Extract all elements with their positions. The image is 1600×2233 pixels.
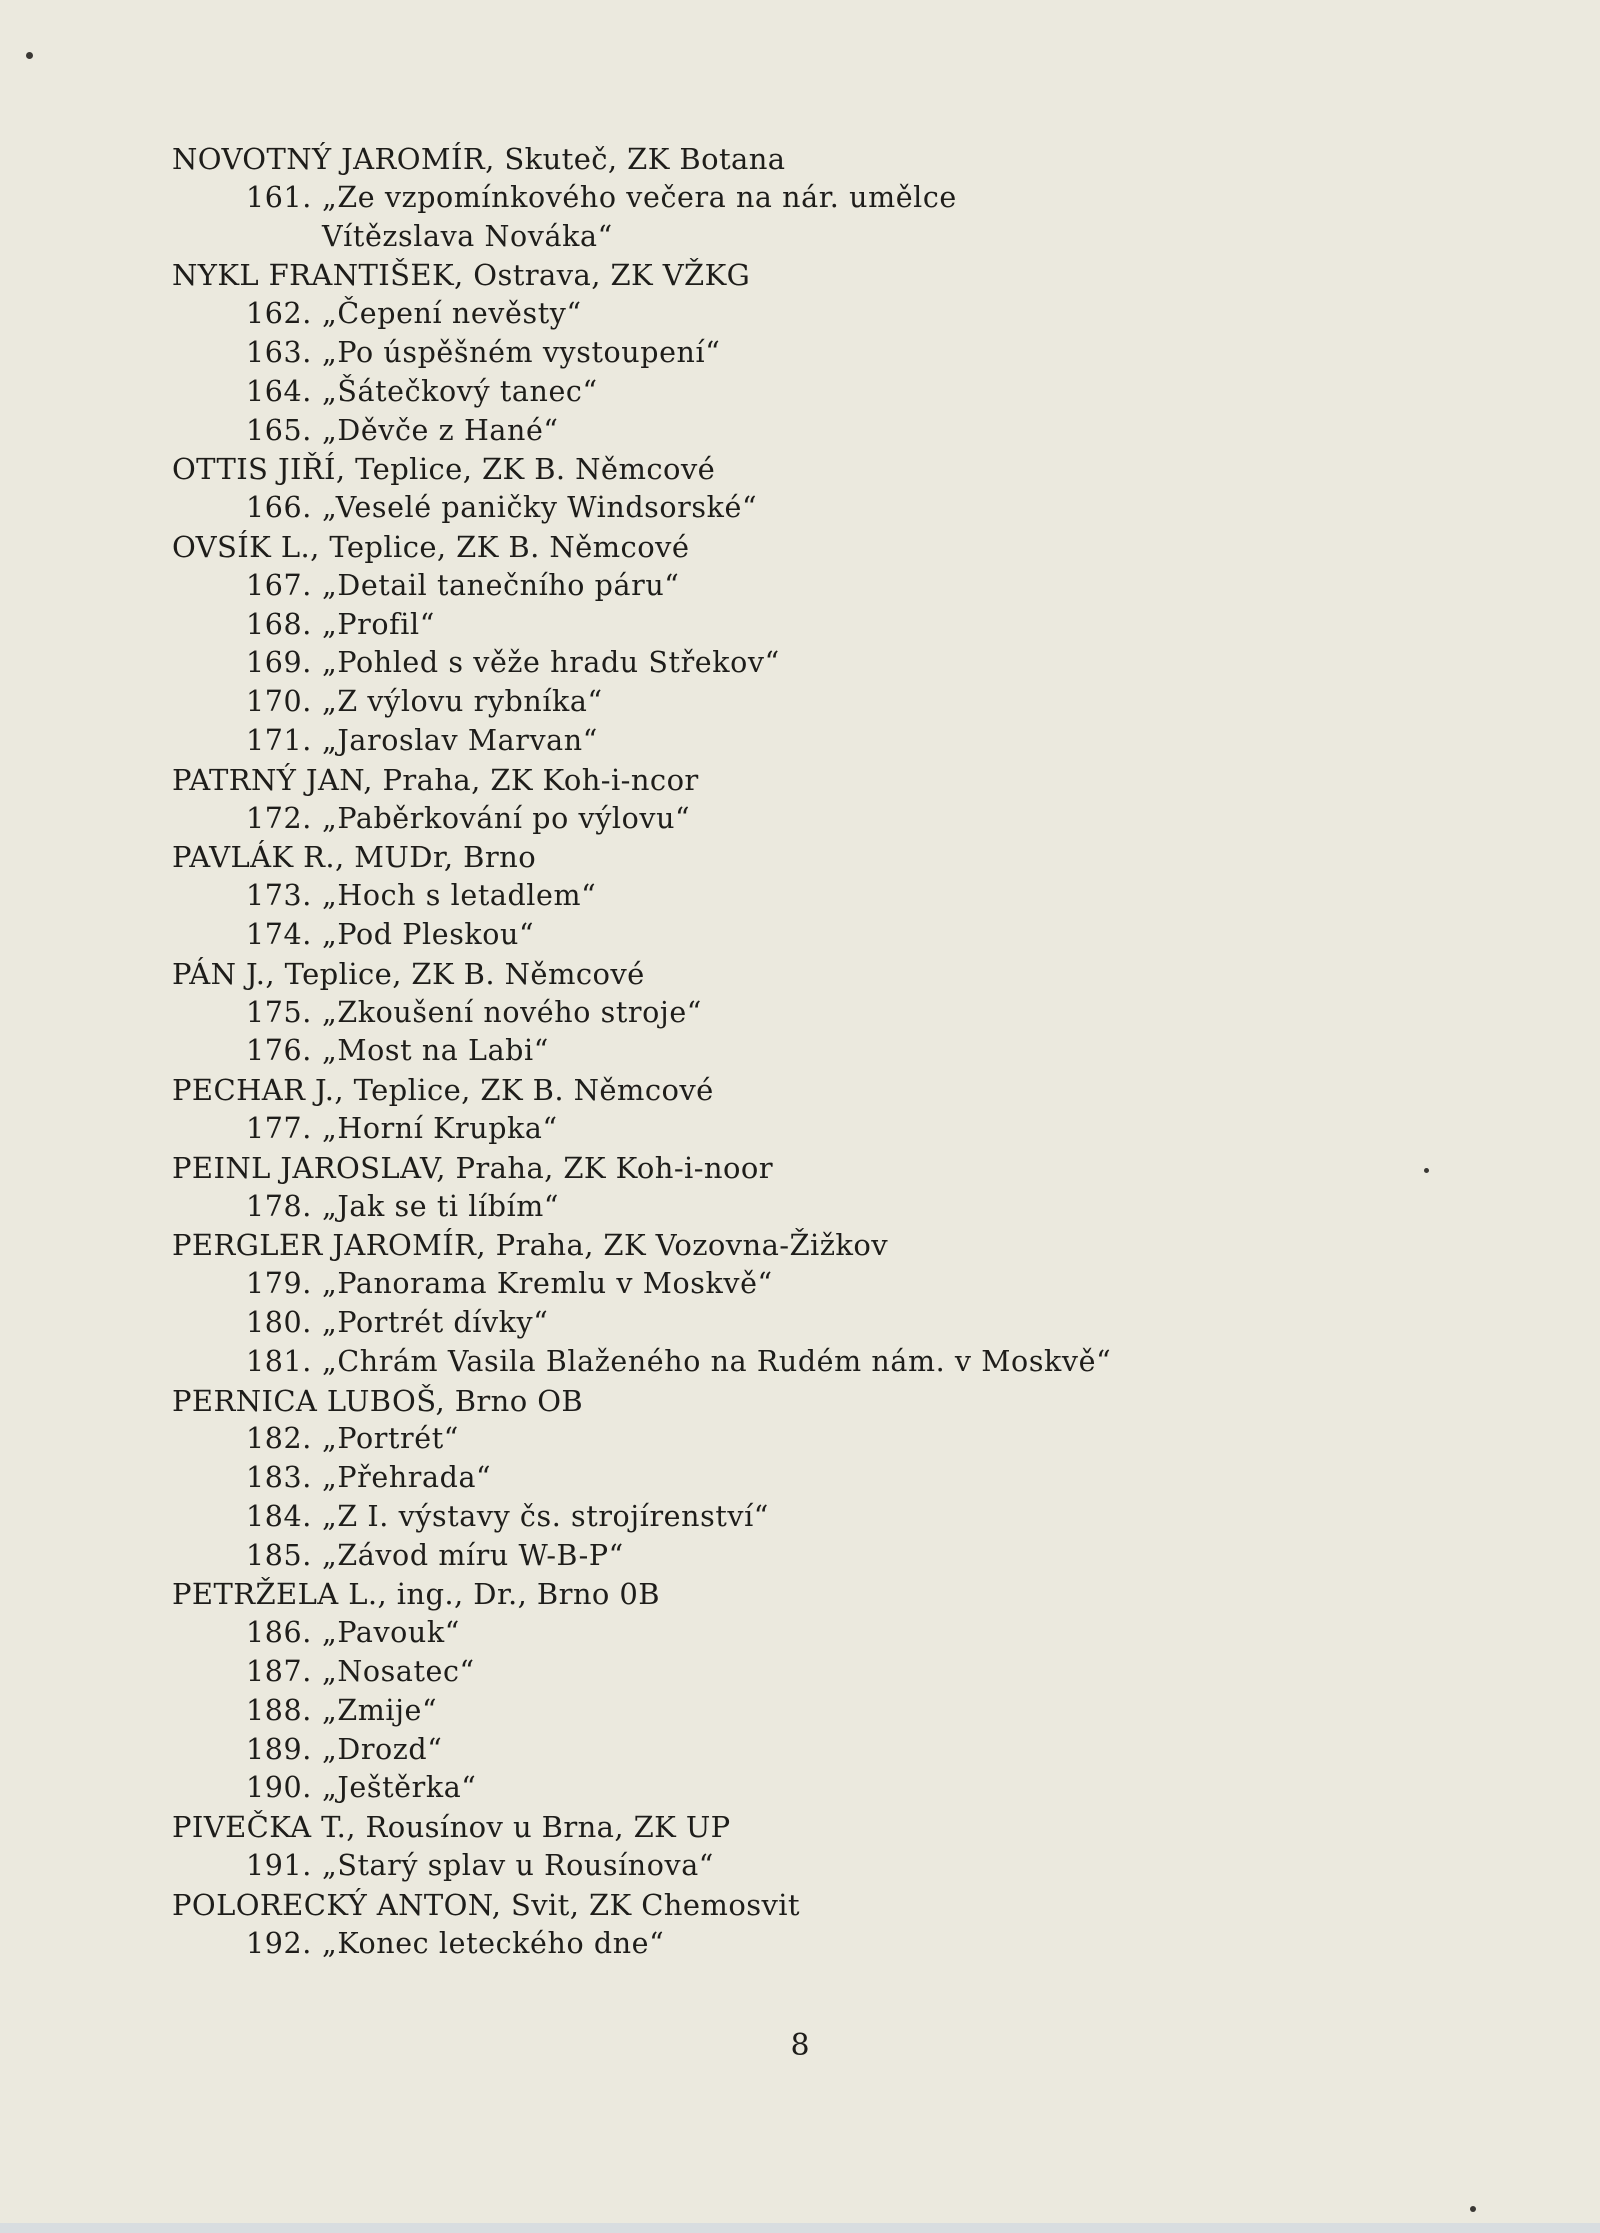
work-title: „Po úspěšném vystoupení“ — [322, 335, 721, 369]
work-entry — [172, 1265, 1272, 1304]
work-number: 175. — [246, 995, 312, 1029]
author-name: PERGLER JAROMÍR — [172, 1228, 477, 1263]
work-entry — [172, 1653, 1272, 1692]
scan-edge — [0, 2223, 1600, 2233]
author-name: PÁN J. — [172, 956, 266, 991]
work-entry — [172, 1847, 1272, 1886]
author-entry — [172, 1149, 1272, 1188]
author-entry — [172, 528, 1272, 567]
work-entry — [172, 1459, 1272, 1498]
author-location: , ing., Dr., Brno 0B — [377, 1577, 660, 1612]
author-name: PECHAR J. — [172, 1073, 335, 1108]
work-entry — [172, 722, 1272, 761]
work-entry — [172, 644, 1272, 683]
work-title: „Šátečkový tanec“ — [322, 374, 598, 408]
author-entry — [172, 838, 1272, 877]
work-entry — [172, 916, 1272, 955]
work-number: 191. — [246, 1849, 312, 1883]
author-entry — [172, 256, 1272, 295]
work-number: 182. — [246, 1422, 312, 1456]
author-location: , Teplice, ZK B. Němcové — [265, 956, 645, 991]
work-title: „Čepení nevěsty“ — [322, 297, 582, 331]
print-speck — [26, 52, 33, 59]
work-entry — [172, 1614, 1272, 1653]
work-number: 177. — [246, 1111, 312, 1145]
author-location: , Brno OB — [435, 1383, 584, 1418]
author-location: , MUDr, Brno — [335, 840, 537, 875]
exhibitor-list — [172, 140, 1272, 1963]
work-number: 187. — [246, 1655, 312, 1689]
work-number: 162. — [246, 297, 312, 331]
work-entry — [172, 800, 1272, 839]
work-title: „Veselé paničky Windsorské“ — [322, 491, 758, 525]
author-entry — [172, 1382, 1272, 1421]
work-number: 165. — [246, 413, 312, 447]
work-title: „Portrét“ — [322, 1422, 459, 1456]
work-number: 170. — [246, 685, 312, 719]
author-entry — [172, 450, 1272, 489]
work-entry — [172, 489, 1272, 528]
work-title-continuation — [172, 218, 1272, 257]
author-name: PETRŽELA L. — [172, 1577, 378, 1612]
work-entry — [172, 1925, 1272, 1964]
author-entry — [172, 1808, 1272, 1847]
work-number: 190. — [246, 1771, 312, 1805]
author-name: PATRNÝ JAN — [172, 762, 364, 797]
work-title: „Zmije“ — [322, 1693, 438, 1727]
work-title: „Panorama Kremlu v Moskvě“ — [322, 1267, 773, 1301]
work-number: 171. — [246, 723, 312, 757]
work-number: 185. — [246, 1538, 312, 1572]
work-title: „Pod Pleskou“ — [322, 917, 535, 951]
work-title: „Pavouk“ — [322, 1616, 460, 1650]
print-speck — [1470, 2206, 1476, 2212]
work-entry — [172, 877, 1272, 916]
work-title: „Z výlovu rybníka“ — [322, 685, 603, 719]
work-entry — [172, 1343, 1272, 1382]
work-entry — [172, 1731, 1272, 1770]
author-entry — [172, 1071, 1272, 1110]
work-title: „Drozd“ — [322, 1732, 443, 1766]
work-number: 166. — [246, 491, 312, 525]
author-location: , Svit, ZK Chemosvit — [491, 1887, 800, 1922]
work-number: 173. — [246, 879, 312, 913]
author-location: , Praha, ZK Vozovna-Žižkov — [476, 1228, 889, 1263]
author-entry — [172, 140, 1272, 179]
work-entry — [172, 1420, 1272, 1459]
work-title: „Pohled s věže hradu Střekov“ — [322, 646, 780, 680]
work-title: „Z I. výstavy čs. strojírenství“ — [322, 1499, 769, 1533]
author-entry — [172, 955, 1272, 994]
work-entry — [172, 1032, 1272, 1071]
work-entry — [172, 1188, 1272, 1227]
work-title: „Nosatec“ — [322, 1655, 475, 1689]
work-number: 186. — [246, 1616, 312, 1650]
work-entry — [172, 994, 1272, 1033]
work-title: „Jak se ti líbím“ — [322, 1189, 560, 1223]
author-entry — [172, 1886, 1272, 1925]
work-number: 168. — [246, 607, 312, 641]
author-name: PAVLÁK R. — [172, 840, 336, 875]
work-number: 192. — [246, 1926, 312, 1960]
author-location: , Ostrava, ZK VŽKG — [454, 258, 751, 293]
author-entry — [172, 761, 1272, 800]
work-entry — [172, 334, 1272, 373]
work-number: 183. — [246, 1461, 312, 1495]
work-number: 161. — [246, 180, 312, 214]
work-title: Vítězslava Nováka“ — [322, 219, 613, 253]
author-name: NOVOTNÝ JAROMÍR — [172, 142, 486, 176]
author-name: POLORECKÝ ANTON — [172, 1887, 492, 1922]
work-number: 172. — [246, 801, 312, 835]
author-name: OVSÍK L. — [172, 529, 311, 564]
work-number: 181. — [246, 1344, 312, 1378]
author-name: OTTIS JIŘÍ — [172, 452, 336, 487]
work-title: „Konec leteckého dne“ — [322, 1926, 665, 1960]
work-number: 179. — [246, 1267, 312, 1301]
author-location: , Teplice, ZK B. Němcové — [335, 452, 716, 487]
work-number: 164. — [246, 374, 312, 408]
work-title: „Závod míru W-B-P“ — [322, 1538, 624, 1572]
work-title: „Ještěrka“ — [322, 1771, 477, 1805]
page-number: 8 — [790, 2028, 810, 2063]
work-title: „Přehrada“ — [322, 1461, 492, 1495]
work-entry — [172, 1498, 1272, 1537]
work-number: 178. — [246, 1189, 312, 1223]
work-entry — [172, 373, 1272, 412]
author-name: PIVEČKA T. — [172, 1810, 347, 1845]
author-entry — [172, 1226, 1272, 1265]
work-number: 180. — [246, 1305, 312, 1339]
work-title: „Detail tanečního páru“ — [322, 568, 680, 602]
author-location: , Praha, ZK Koh-i-ncor — [363, 762, 699, 797]
work-entry — [172, 1769, 1272, 1808]
work-number: 188. — [246, 1693, 312, 1727]
work-number: 163. — [246, 335, 312, 369]
work-number: 167. — [246, 568, 312, 602]
work-number: 169. — [246, 646, 312, 680]
author-name: PERNICA LUBOŠ — [172, 1383, 436, 1418]
work-number: 174. — [246, 917, 312, 951]
work-title: „Starý splav u Rousínova“ — [322, 1849, 714, 1883]
work-entry — [172, 1110, 1272, 1149]
author-entry — [172, 1575, 1272, 1614]
work-number: 176. — [246, 1034, 312, 1068]
work-entry — [172, 295, 1272, 334]
author-location: , Praha, ZK Koh-i-noor — [436, 1150, 773, 1185]
work-title: „Profil“ — [322, 607, 435, 641]
work-entry — [172, 179, 1272, 218]
work-entry — [172, 1304, 1272, 1343]
work-entry — [172, 1692, 1272, 1731]
work-number: 189. — [246, 1732, 312, 1766]
author-location: , Skuteč, ZK Botana — [485, 142, 786, 176]
print-speck — [1424, 1168, 1429, 1173]
author-location: , Teplice, ZK B. Němcové — [334, 1073, 714, 1108]
author-name: PEINL JAROSLAV — [172, 1150, 437, 1185]
work-title: „Horní Krupka“ — [322, 1111, 558, 1145]
work-title: „Chrám Vasila Blaženého na Rudém nám. v Moskvě“ — [322, 1344, 1112, 1378]
work-entry — [172, 567, 1272, 606]
work-entry — [172, 1537, 1272, 1576]
work-title: „Zkoušení nového stroje“ — [322, 995, 702, 1029]
author-name: NYKL FRANTIŠEK — [172, 258, 455, 293]
work-title: „Děvče z Hané“ — [322, 413, 559, 447]
work-title: „Paběrkování po výlovu“ — [322, 801, 691, 835]
author-location: , Teplice, ZK B. Němcové — [310, 529, 690, 564]
work-title: „Jaroslav Marvan“ — [322, 723, 598, 757]
author-location: , Rousínov u Brna, ZK UP — [346, 1810, 731, 1845]
work-entry — [172, 412, 1272, 451]
work-entry — [172, 683, 1272, 722]
work-number: 184. — [246, 1499, 312, 1533]
work-title: „Hoch s letadlem“ — [322, 879, 597, 913]
work-entry — [172, 606, 1272, 645]
work-title: „Most na Labi“ — [322, 1034, 549, 1068]
work-title: „Ze vzpomínkového večera na nár. umělce — [322, 180, 957, 214]
work-title: „Portrét dívky“ — [322, 1305, 549, 1339]
